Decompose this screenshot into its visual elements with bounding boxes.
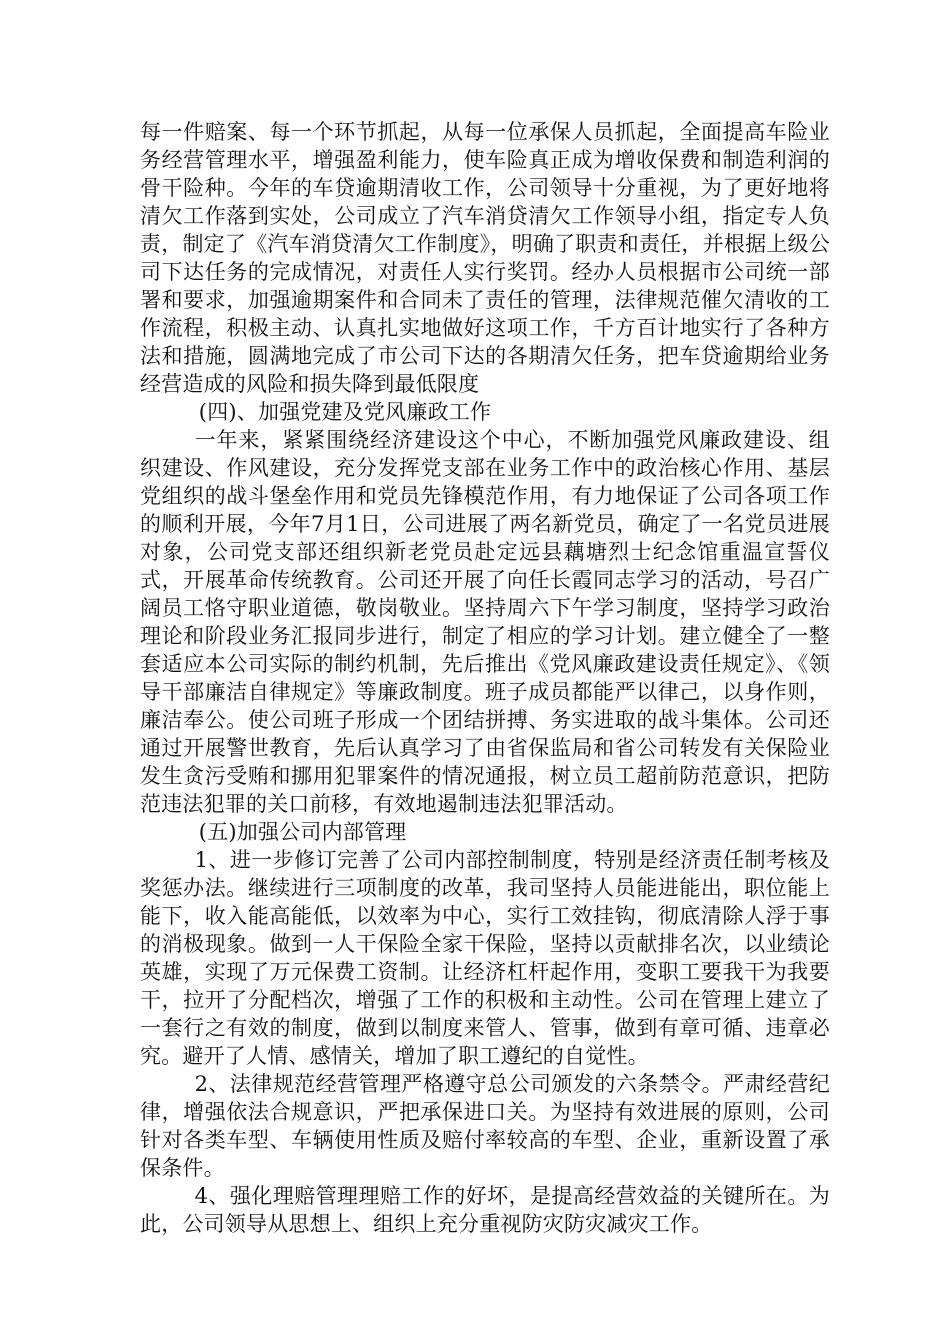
paragraph-claims-management: 每一件赔案、每一个环节抓起，从每一位承保人员抓起，全面提高车险业务经营管理水平，增强盈利能力，使车险真正成为增收保费和制造利润的骨干险种。今年的车贷逾期清收工作，公司领导十分重视，为了更好地将清欠工作落到实处，公司成立了汽车消贷清欠工作领导小组，指定专人负责，制定了《汽车消贷清欠工作制度》，明确了职责和责任，并根据上级公司下达任务的完成情况，对责任人实行奖罚。经办人员根据市公司统一部署和要求，加强逾期案件和合同未了责任的管理，法律规范催欠清收的工作流程，积极主动、认真扎实地做好这项工作，千方百计地实行了各种方法和措施，圆满地完成了市公司下达的各期清欠任务，把车贷逾期给业务经营造成的风险和损失降到最低限度 <box>140 120 830 396</box>
section-heading-internal-management: (五)加强公司内部管理 <box>198 820 407 844</box>
paragraph-internal-control: 1、进一步修订完善了公司内部控制制度，特别是经济责任制考核及奖惩办法。继续进行三项制度的改革，我司坚持人员能进能出，职位能上能下，收入能高能低，以效率为中心，实行工效挂钩，彻底清除人浮于事的消极现象。做到一人干保险全家干保险，坚持以贡献排名次，以业绩论英雄，实现了万元保费工资制。让经济杠杆起作用，变职工要我干为我要干，拉开了分配档次，增强了工作的积极和主动性。公司在管理上建立了一套行之有效的制度，做到以制度来管人、管事，做到有章可循、违章必究。避开了人情、感情关，增加了职工遵纪的自觉性。 <box>140 848 830 1068</box>
document-page <box>140 118 830 1238</box>
section-heading-party-building: (四)、加强党建及党风廉政工作 <box>198 400 492 424</box>
paragraph-compliance: 2、法律规范经营管理严格遵守总公司颁发的六条禁令。严肃经营纪律，增强依法合规意识，严把承保进口关。为坚持有效进展的原则，公司针对各类车型、车辆使用性质及赔付率较高的车型、企业，重新设置了承保条件。 <box>140 1072 830 1180</box>
paragraph-claims-handling: 4、强化理赔管理理赔工作的好坏，是提高经营效益的关键所在。为此，公司领导从思想上、组织上充分重视防灾防灾减灾工作。 <box>140 1184 830 1236</box>
paragraph-party-building: 一年来，紧紧围绕经济建设这个中心，不断加强党风廉政建设、组织建设、作风建设，充分发挥党支部在业务工作中的政治核心作用、基层党组织的战斗堡垒作用和党员先锋模范作用，有力地保证了公司各项工作的顺利开展，今年7月1日，公司进展了两名新党员，确定了一名党员进展对象，公司党支部还组织新老党员赴定远县藕塘烈士纪念馆重温宣誓仪式，开展革命传统教育。公司还开展了向任长霞同志学习的活动，号召广阔员工恪守职业道德，敬岗敬业。坚持周六下午学习制度，坚持学习政治理论和阶段业务汇报同步进行，制定了相应的学习计划。建立健全了一整套适应本公司实际的制约机制，先后推出《党风廉政建设责任规定》、《领导干部廉洁自律规定》等廉政制度。班子成员都能严以律己，以身作则，廉洁奉公。使公司班子形成一个团结拼搏、务实进取的战斗集体。公司还通过开展警世教育，先后认真学习了由省保监局和省公司转发有关保险业发生贪污受贿和挪用犯罪案件的情况通报，树立员工超前防范意识，把防范违法犯罪的关口前移，有效地遏制违法犯罪活动。 <box>140 428 830 816</box>
